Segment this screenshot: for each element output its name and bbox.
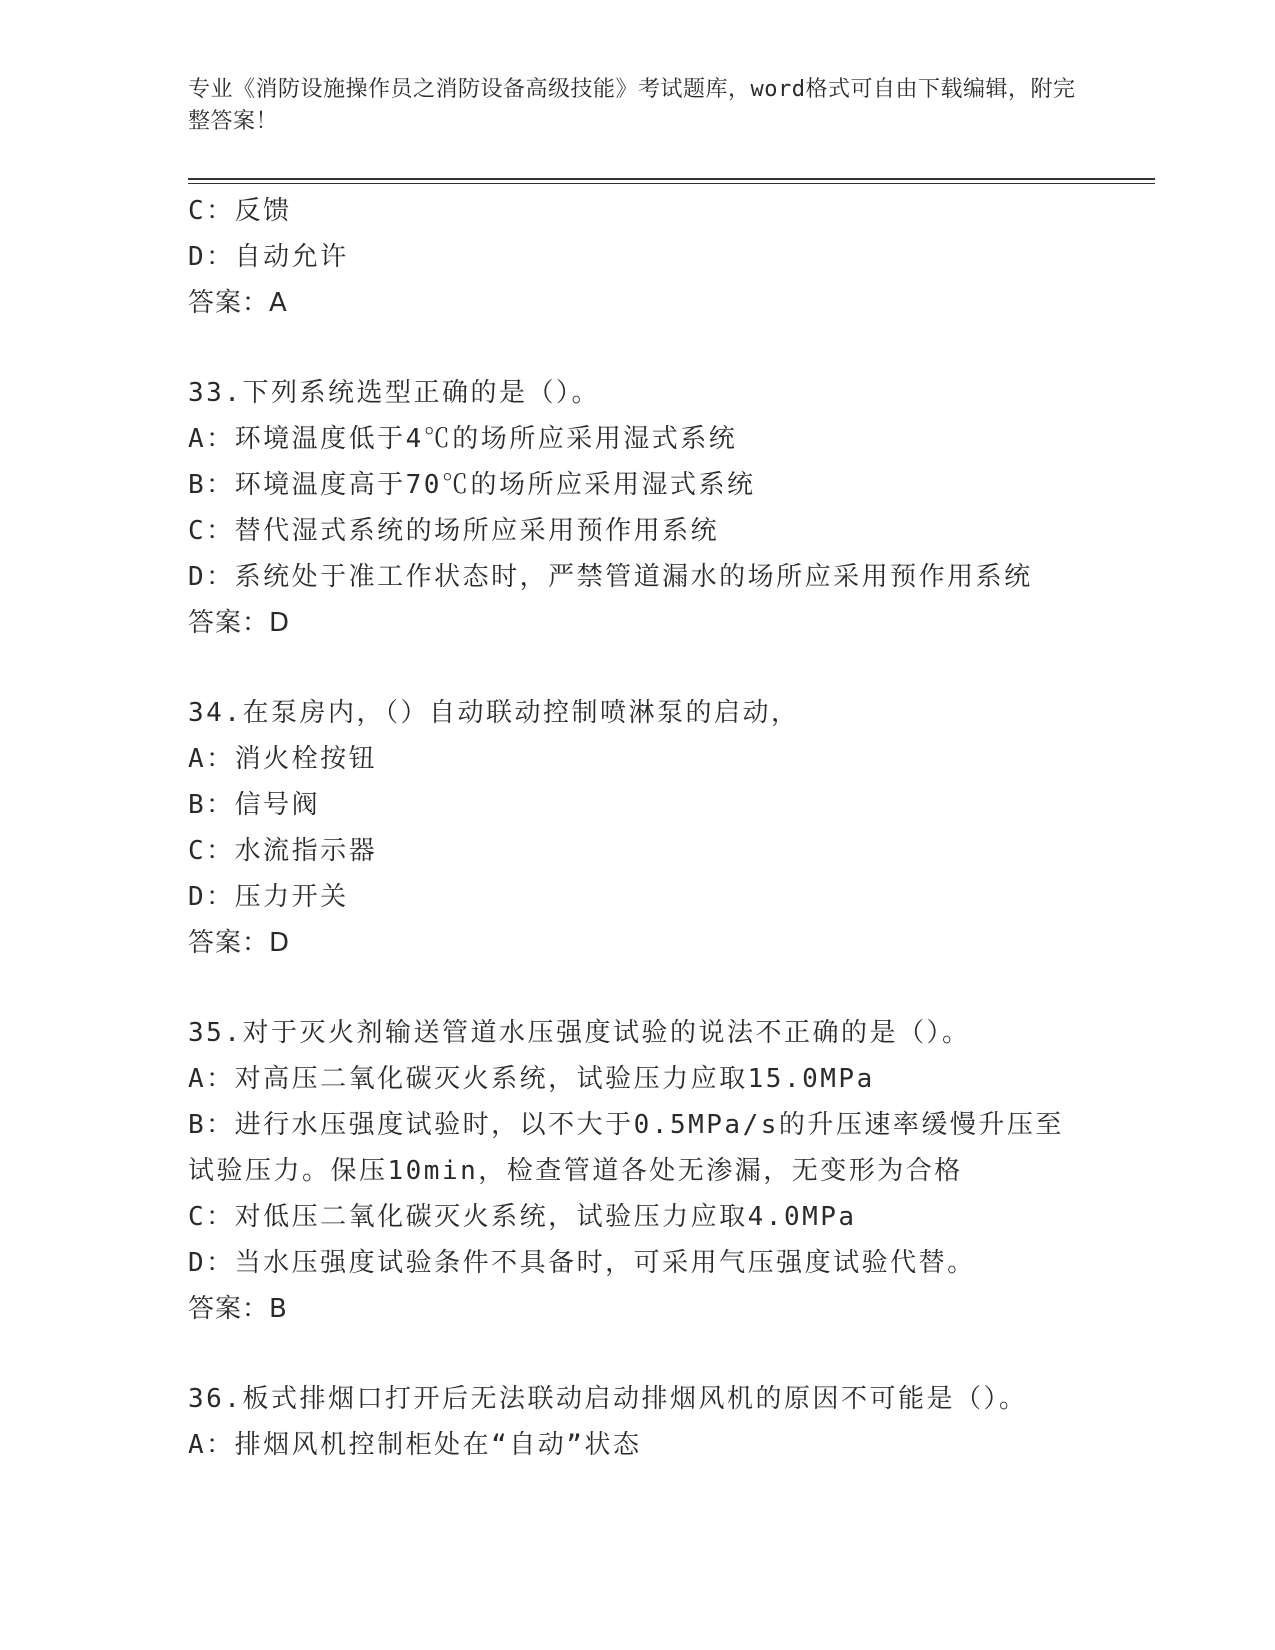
option-a: A：消火栓按钮 bbox=[188, 744, 378, 774]
question-36 bbox=[188, 1376, 1088, 1468]
document-header: 专业《消防设施操作员之消防设备高级技能》考试题库，word格式可自由下载编辑，附完整答案！ bbox=[188, 77, 1076, 134]
option-b: B：信号阀 bbox=[188, 790, 321, 820]
question-stem: 35.对于灭火剂输送管道水压强度试验的说法不正确的是（）。 bbox=[188, 1018, 971, 1048]
option-a: A：排烟风机控制柜处在“自动”状态 bbox=[188, 1430, 642, 1460]
spacer bbox=[188, 646, 1088, 690]
option-d: D：压力开关 bbox=[188, 882, 349, 912]
spacer bbox=[188, 966, 1088, 1010]
answer-line: 答案：D bbox=[188, 928, 291, 958]
spacer bbox=[188, 326, 1088, 370]
header-divider-thick bbox=[188, 178, 1155, 180]
answer-line: 答案：B bbox=[188, 1294, 288, 1324]
question-stem: 36.板式排烟口打开后无法联动启动排烟风机的原因不可能是（）。 bbox=[188, 1384, 1028, 1414]
question-stem: 33.下列系统选型正确的是（）。 bbox=[188, 378, 600, 408]
question-stem: 34.在泵房内，（）自动联动控制喷淋泵的启动， bbox=[188, 698, 800, 728]
option-d: D：当水压强度试验条件不具备时，可采用气压强度试验代替。 bbox=[188, 1248, 976, 1278]
answer-line: 答案：D bbox=[188, 608, 291, 638]
option-a: A：对高压二氧化碳灭火系统，试验压力应取15.0MPa bbox=[188, 1064, 875, 1094]
question-34 bbox=[188, 690, 1088, 966]
option-a: A：环境温度低于4℃的场所应采用湿式系统 bbox=[188, 424, 738, 454]
question-32-fragment bbox=[188, 188, 1088, 326]
option-c: C：替代湿式系统的场所应采用预作用系统 bbox=[188, 516, 720, 546]
question-35 bbox=[188, 1010, 1088, 1332]
header-divider-thin bbox=[188, 183, 1155, 184]
option-b: B：进行水压强度试验时，以不大于0.5MPa/s的升压速率缓慢升压至试验压力。保压10min，检查管道各处无渗漏，无变形为合格 bbox=[188, 1110, 1064, 1186]
question-33 bbox=[188, 370, 1088, 646]
document-body bbox=[188, 188, 1088, 1468]
answer-line: 答案：A bbox=[188, 288, 288, 318]
option-d: D：系统处于准工作状态时，严禁管道漏水的场所应采用预作用系统 bbox=[188, 562, 1033, 592]
option-c: C：对低压二氧化碳灭火系统，试验压力应取4.0MPa bbox=[188, 1202, 857, 1232]
option-c: C：水流指示器 bbox=[188, 836, 378, 866]
option-b: B：环境温度高于70℃的场所应采用湿式系统 bbox=[188, 470, 756, 500]
option-d: D：自动允许 bbox=[188, 242, 349, 272]
spacer bbox=[188, 1332, 1088, 1376]
option-c: C：反馈 bbox=[188, 196, 292, 226]
